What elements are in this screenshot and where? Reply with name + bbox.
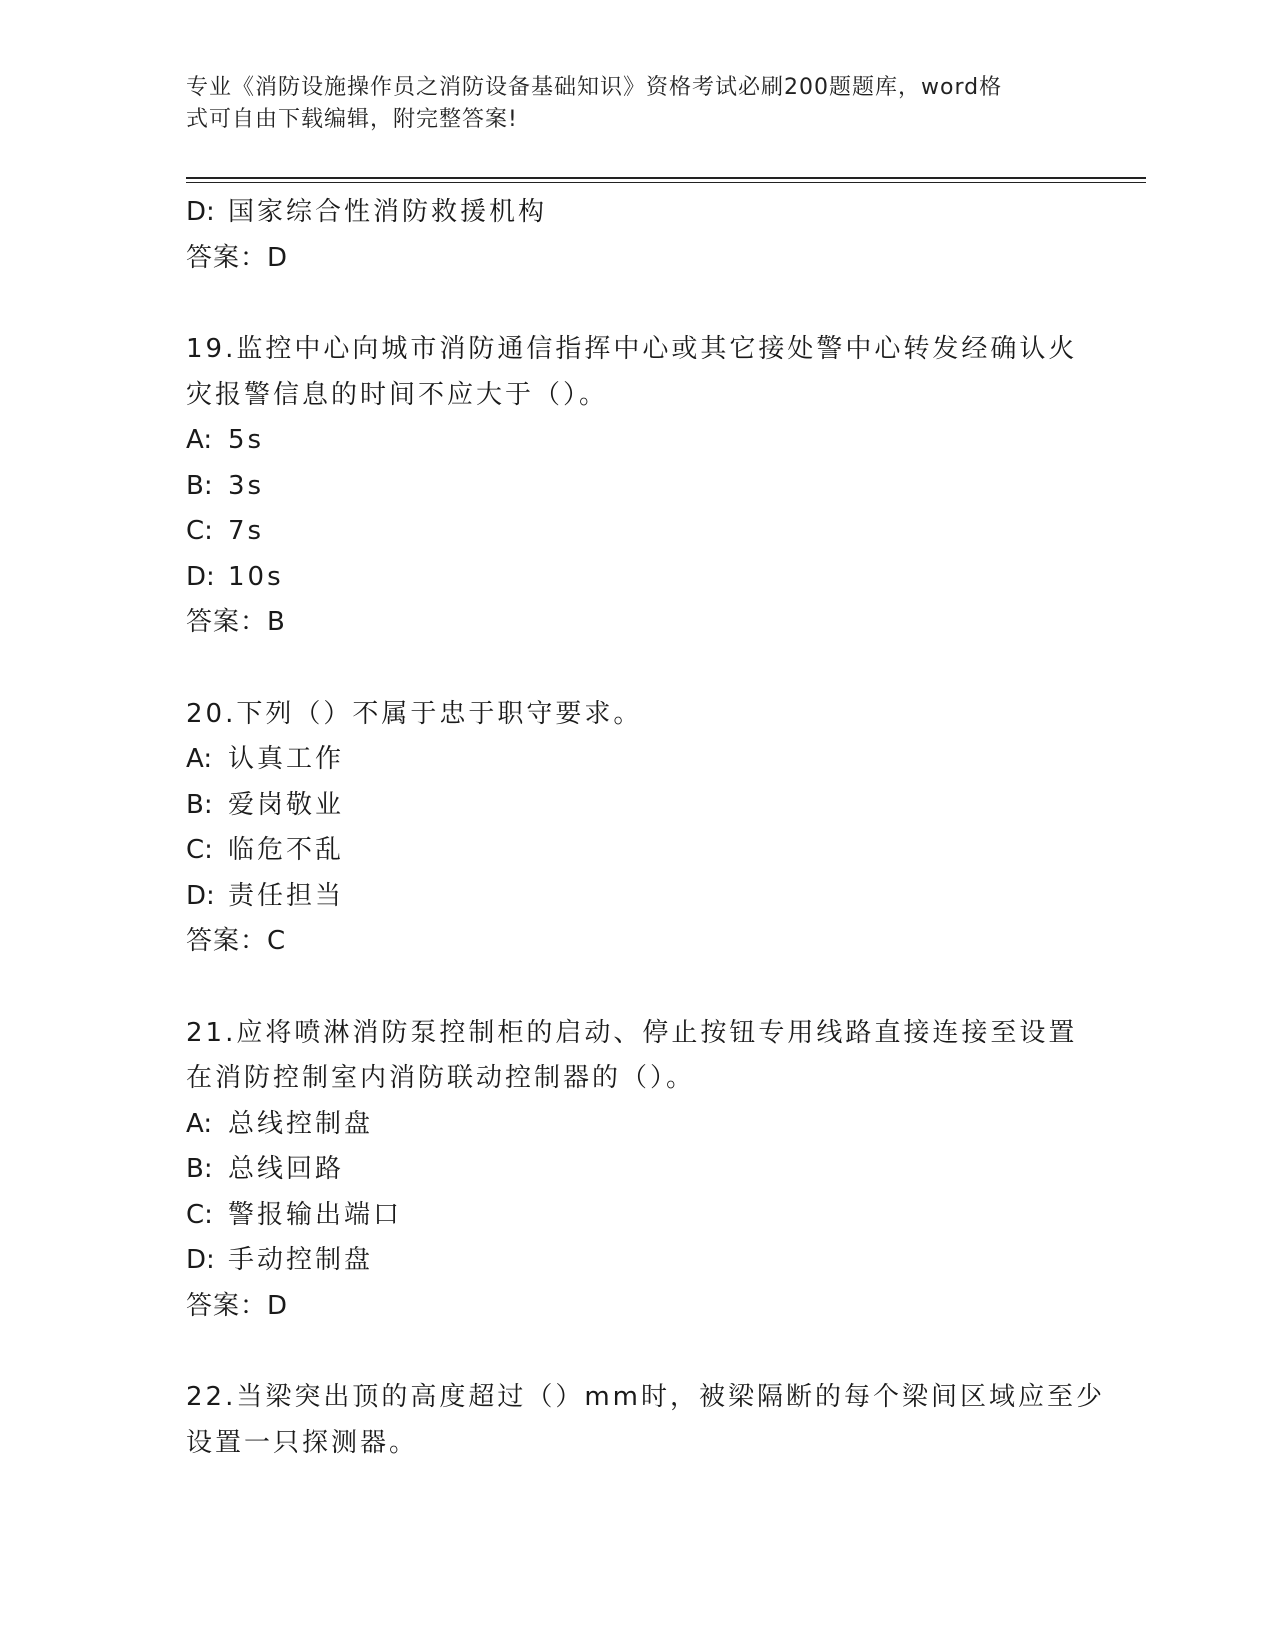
option-d [186, 874, 1086, 920]
option-key: A: [186, 1108, 213, 1139]
question-21 [186, 1011, 1086, 1330]
option-key: B: [186, 470, 213, 501]
header-line-2: 式可自由下载编辑，附完整答案! [186, 107, 518, 132]
option-key: B: [186, 1154, 213, 1184]
option-text: 10s [228, 561, 284, 592]
option-text: 7s [228, 516, 265, 546]
option-text: 手动控制盘 [228, 1245, 374, 1275]
option-text: 5s [228, 425, 265, 455]
answer-line [186, 236, 1086, 282]
answer-label: 答案： [186, 1290, 268, 1321]
option-d [186, 555, 1086, 601]
answer-line [186, 600, 1086, 646]
option-key: A: [186, 744, 213, 774]
question-stem-line: 灾报警信息的时间不应大于（）。 [186, 379, 609, 410]
question-19 [186, 327, 1086, 646]
question-stem-line: 在消防控制室内消防联动控制器的（）。 [186, 1063, 696, 1093]
question-20 [186, 692, 1086, 965]
answer-line [186, 919, 1086, 965]
option-text: 警报输出端口 [228, 1199, 403, 1230]
option-c [186, 828, 1086, 874]
option-a [186, 737, 1086, 783]
option-a [186, 1102, 1086, 1148]
question-stem-line: 22.当梁突出顶的高度超过（）mm时，被梁隔断的每个梁间区域应至少 [186, 1382, 1106, 1412]
page-header [186, 72, 1086, 136]
option-key: D: [186, 880, 215, 911]
answer-label: 答案： [186, 607, 268, 637]
answer-line [186, 1284, 1086, 1330]
question-content [186, 190, 1106, 1466]
option-key: C: [186, 516, 213, 546]
answer-label: 答案： [186, 242, 268, 273]
option-d [186, 1238, 1086, 1284]
question-stem-line: 19.监控中心向城市消防通信指挥中心或其它接处警中心转发经确认火 [186, 334, 1078, 364]
answer-label: 答案： [186, 926, 268, 956]
answer-value: B [267, 607, 285, 637]
question-22 [186, 1375, 1106, 1466]
header-divider-thick [186, 177, 1146, 179]
option-a [186, 418, 1086, 464]
option-b [186, 1147, 1086, 1193]
option-text: 总线控制盘 [228, 1108, 374, 1139]
question-stem-line: 设置一只探测器。 [186, 1427, 419, 1458]
answer-value: C [267, 926, 286, 956]
option-key: B: [186, 789, 213, 820]
header-line-1: 专业《消防设施操作员之消防设备基础知识》资格考试必刷200题题库，word格 [186, 75, 1003, 100]
option-key: A: [186, 425, 213, 455]
answer-value: D [267, 242, 288, 273]
option-text: 国家综合性消防救援机构 [228, 197, 548, 227]
option-key: D: [186, 1245, 215, 1275]
option-key: C: [186, 835, 213, 865]
header-divider-thin [186, 182, 1146, 183]
option-key: C: [186, 1199, 213, 1230]
answer-value: D [267, 1290, 288, 1321]
option-key: D: [186, 197, 215, 227]
option-text: 临危不乱 [228, 835, 345, 865]
option-b [186, 464, 1086, 510]
option-d [186, 190, 1086, 236]
option-key: D: [186, 561, 215, 592]
question-stem-line: 20.下列（）不属于忠于职守要求。 [186, 698, 643, 729]
option-text: 责任担当 [228, 880, 345, 911]
option-c [186, 509, 1086, 555]
option-text: 总线回路 [228, 1154, 345, 1184]
option-text: 认真工作 [228, 744, 345, 774]
option-c [186, 1193, 1086, 1239]
question-stem-line: 21.应将喷淋消防泵控制柜的启动、停止按钮专用线路直接连接至设置 [186, 1017, 1078, 1048]
option-b [186, 783, 1086, 829]
option-text: 3s [228, 470, 265, 501]
option-text: 爱岗敬业 [228, 789, 345, 820]
